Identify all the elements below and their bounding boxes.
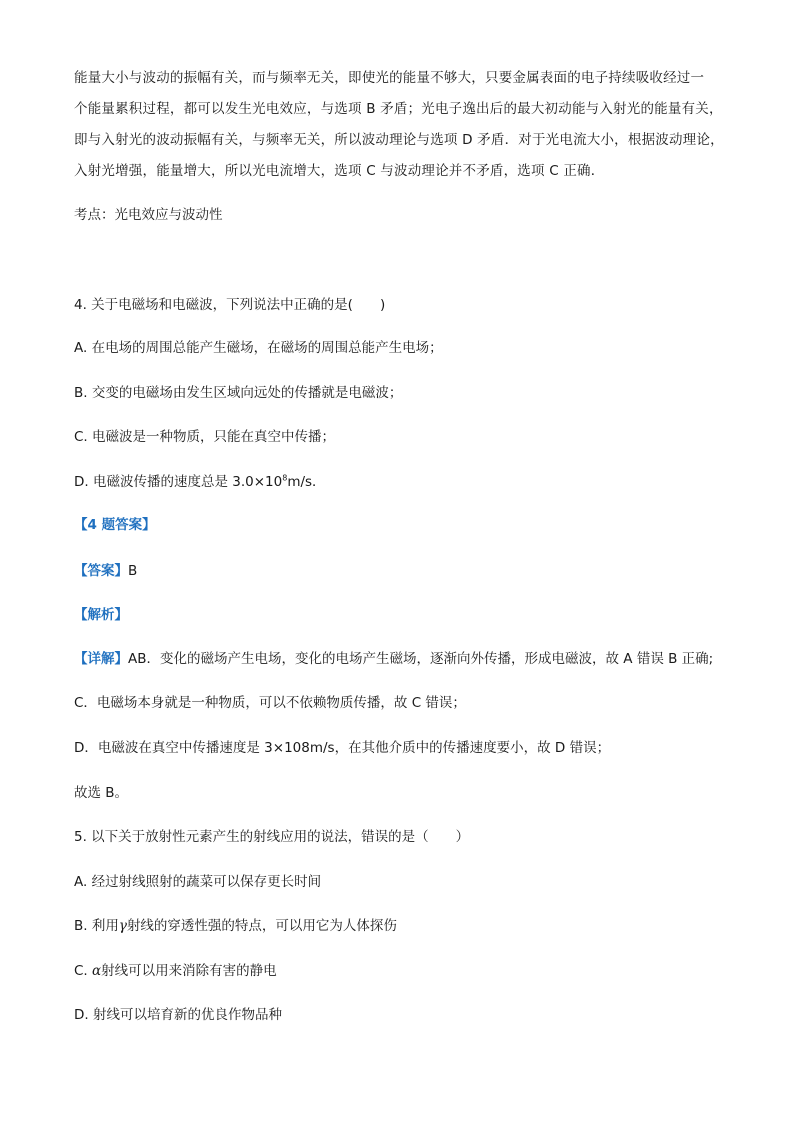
explanation-line: 即与入射光的波动振幅有关，与频率无关，所以波动理论与选项 D 矛盾．对于光电流大小，根据波动理论， [74,132,724,148]
explanation-line: 个能量累积过程，都可以发生光电效应，与选项 B 矛盾；光电子逸出后的最大初动能与入射光的能量有关， [74,101,723,117]
kaodian-note: 考点：光电效应与波动性 [74,207,223,223]
question-5-option-d: D. 射线可以培育新的优良作物品种 [74,1007,282,1023]
option-c-text: 射线可以用来消除有害的静电 [101,963,277,979]
detail-line: D．电磁波在真空中传播速度是 3×108m/s，在其他介质中的传播速度要小，故 D 错误； [74,740,611,756]
question-4-option-a: A. 在电场的周围总能产生磁场，在磁场的周围总能产生电场； [74,340,443,356]
question-4-option-d [74,472,326,492]
question-4-option-b: B. 交变的电磁场由发生区域向远处的传播就是电磁波； [74,385,403,401]
alpha-symbol: α [92,963,102,979]
option-b-prefix: B. 利用 [74,918,119,934]
detail-line: C．电磁场本身就是一种物质，可以不依赖物质传播，故 C 错误； [74,695,466,711]
question-5-option-b [74,916,397,936]
answer-line [74,561,137,581]
question-5-option-a: A. 经过射线照射的蔬菜可以保存更长时间 [74,874,322,890]
answer-label: 【答案】 [74,563,128,579]
analysis-header: 【解析】 [74,607,128,623]
detail-label: 【详解】 [74,651,128,667]
option-b-text: 射线的穿透性强的特点，可以用它为人体探伤 [126,918,397,934]
option-d-text: D. 电磁波传播的速度总是 3.0×10 [74,474,283,490]
question-4-stem: 4. 关于电磁场和电磁波，下列说法中正确的是( ) [74,297,386,313]
gamma-symbol: γ [118,918,127,934]
explanation-line: 能量大小与波动的振幅有关，而与频率无关，即使光的能量不够大，只要金属表面的电子持续吸收经过一 [74,70,705,86]
detail-line [74,649,713,669]
answer-value: B [128,563,138,579]
option-c-prefix: C. [74,963,93,979]
question-5-option-c [74,961,277,981]
detail-line: 故选 B。 [74,785,129,801]
question-4-option-c: C. 电磁波是一种物质，只能在真空中传播； [74,429,336,445]
explanation-line: 入射光增强，能量增大，所以光电流增大，选项 C 与波动理论并不矛盾，选项 C 正确． [74,163,605,179]
answer-header: 【4 题答案】 [74,517,156,533]
option-d-unit: m/s． [287,474,326,490]
question-5-stem: 5. 以下关于放射性元素产生的射线应用的说法，错误的是（ ） [74,829,470,845]
exponent: 8 [282,473,288,483]
detail-text: AB．变化的磁场产生电场，变化的电场产生磁场，逐渐向外传播，形成电磁波，故 A 错误 B 正确; [128,651,714,667]
